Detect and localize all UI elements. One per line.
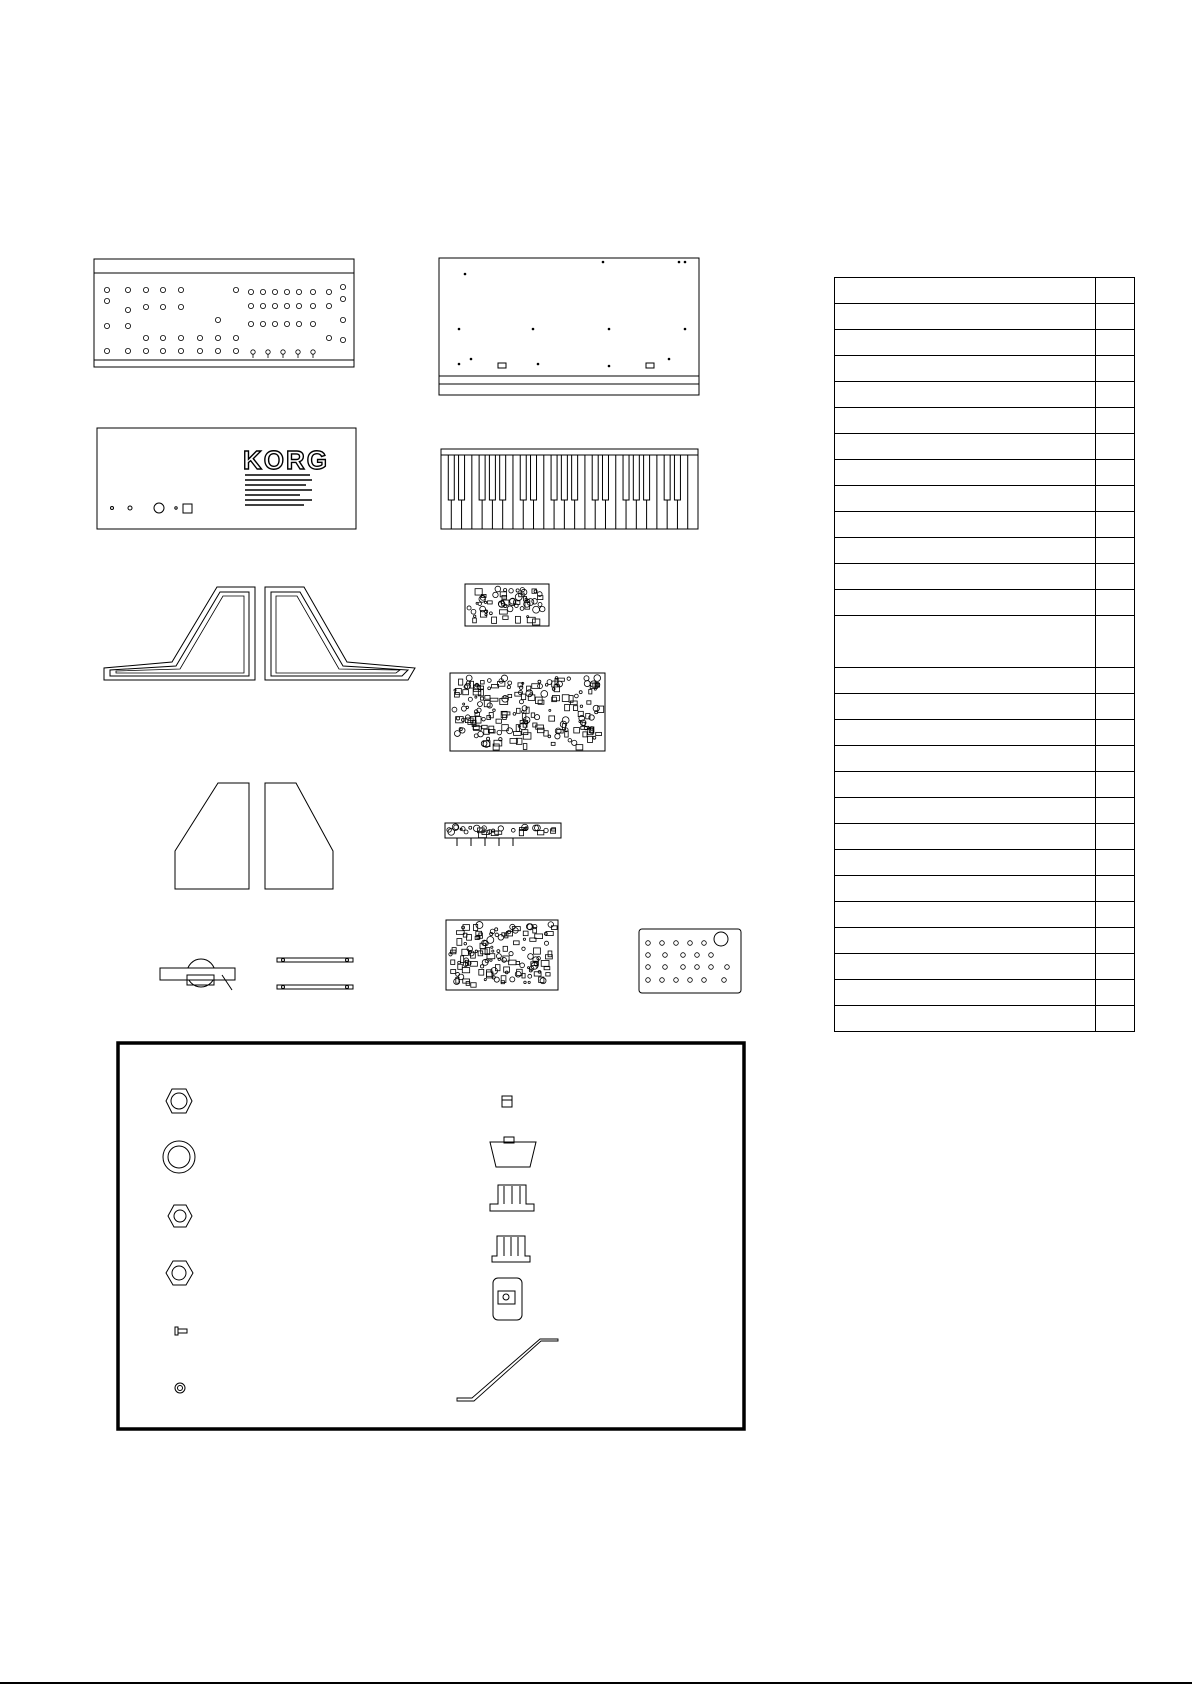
knob-board <box>446 920 558 990</box>
parts-table-qty-cell <box>1096 798 1135 824</box>
main-board <box>450 673 605 751</box>
parts-table-name-cell <box>835 408 1096 434</box>
screw <box>175 1327 187 1335</box>
hex-nut-large <box>166 1089 192 1113</box>
parts-table-row <box>835 928 1135 954</box>
parts-table-qty-cell <box>1096 980 1135 1006</box>
side-board-right <box>265 783 333 889</box>
keyboard <box>441 449 698 529</box>
parts-table-qty-cell <box>1096 668 1135 694</box>
parts-table-name-cell <box>835 798 1096 824</box>
parts-table-name-cell <box>835 668 1096 694</box>
parts-table-name-cell <box>835 720 1096 746</box>
parts-table-row <box>835 850 1135 876</box>
parts-table-name-cell <box>835 824 1096 850</box>
parts-table-qty-cell <box>1096 408 1135 434</box>
parts-table-row <box>835 668 1135 694</box>
parts-table-qty-cell <box>1096 356 1135 382</box>
parts-table-qty-cell <box>1096 954 1135 980</box>
parts-table-name-cell <box>835 876 1096 902</box>
parts-table-name-cell <box>835 512 1096 538</box>
parts-table-qty-cell <box>1096 590 1135 616</box>
brackets <box>277 958 353 989</box>
parts-table-qty-cell <box>1096 850 1135 876</box>
parts-list-table <box>834 277 1135 1032</box>
parts-table-row <box>835 876 1135 902</box>
wire-spring <box>457 1339 558 1401</box>
side-frame-right <box>265 587 415 680</box>
parts-table-row <box>835 980 1135 1006</box>
parts-table-row <box>835 902 1135 928</box>
parts-table-row <box>835 356 1135 382</box>
parts-table-name-cell <box>835 616 1096 668</box>
parts-table-name-cell <box>835 954 1096 980</box>
parts-table-row <box>835 720 1135 746</box>
parts-table-name-cell <box>835 850 1096 876</box>
parts-table-qty-cell <box>1096 434 1135 460</box>
parts-table-qty-cell <box>1096 382 1135 408</box>
parts-table-row <box>835 278 1135 304</box>
parts-table-row <box>835 824 1135 850</box>
parts-table-name-cell <box>835 486 1096 512</box>
parts-table-name-cell <box>835 746 1096 772</box>
korg-logo-text: KORG <box>243 445 329 475</box>
ring-washer <box>163 1141 195 1173</box>
parts-table-qty-cell <box>1096 460 1135 486</box>
parts-table-row <box>835 486 1135 512</box>
bottom-panel <box>439 258 699 395</box>
parts-table-row <box>835 694 1135 720</box>
parts-table-qty-cell <box>1096 538 1135 564</box>
parts-table-name-cell <box>835 304 1096 330</box>
parts-table-qty-cell <box>1096 694 1135 720</box>
parts-table-row <box>835 304 1135 330</box>
parts-table-name-cell <box>835 980 1096 1006</box>
parts-table-qty-cell <box>1096 746 1135 772</box>
rear-jack <box>154 503 164 513</box>
parts-table-row <box>835 564 1135 590</box>
parts-table-row <box>835 512 1135 538</box>
parts-table-name-cell <box>835 772 1096 798</box>
top-panel <box>94 259 354 367</box>
parts-table-name-cell <box>835 928 1096 954</box>
parts-table-name-cell <box>835 694 1096 720</box>
page-bottom-rule <box>0 1682 1192 1684</box>
parts-table-qty-cell <box>1096 720 1135 746</box>
parts-table-row <box>835 616 1135 668</box>
parts-table-row <box>835 408 1135 434</box>
parts-table-qty-cell <box>1096 876 1135 902</box>
rear-panel-label-block <box>245 475 312 505</box>
parts-table-name-cell <box>835 278 1096 304</box>
parts-table-qty-cell <box>1096 486 1135 512</box>
parts-table-qty-cell <box>1096 304 1135 330</box>
rear-panel <box>97 428 356 529</box>
panel-board <box>639 929 741 993</box>
small-parts-box <box>118 1043 744 1429</box>
parts-table-name-cell <box>835 538 1096 564</box>
washer <box>175 1383 185 1393</box>
hex-nut-small <box>166 1261 193 1285</box>
knob-cap <box>490 1137 536 1167</box>
rear-connector <box>183 504 192 513</box>
parts-table-qty-cell <box>1096 330 1135 356</box>
parts-table-qty-cell <box>1096 1006 1135 1032</box>
parts-table-name-cell <box>835 434 1096 460</box>
small-cap <box>502 1096 512 1107</box>
hex-nut-medium <box>168 1205 192 1227</box>
parts-table-qty-cell <box>1096 772 1135 798</box>
parts-table-row <box>835 382 1135 408</box>
pitch-wheel <box>160 959 235 990</box>
parts-table-name-cell <box>835 1006 1096 1032</box>
parts-table-qty-cell <box>1096 902 1135 928</box>
parts-table-row <box>835 954 1135 980</box>
parts-table-qty-cell <box>1096 278 1135 304</box>
korg-logo <box>243 445 329 475</box>
side-frame-left <box>104 587 255 680</box>
parts-table-name-cell <box>835 460 1096 486</box>
knob-small <box>492 1236 530 1262</box>
power-board <box>465 584 549 626</box>
parts-table-row <box>835 330 1135 356</box>
parts-table-row <box>835 772 1135 798</box>
parts-table-name-cell <box>835 356 1096 382</box>
parts-table-row <box>835 798 1135 824</box>
parts-table-name-cell <box>835 564 1096 590</box>
parts-table-name-cell <box>835 590 1096 616</box>
parts-table-row <box>835 1006 1135 1032</box>
parts-table-row <box>835 746 1135 772</box>
parts-table-row <box>835 434 1135 460</box>
parts-table-name-cell <box>835 330 1096 356</box>
slider-board <box>445 823 561 846</box>
parts-table-qty-cell <box>1096 824 1135 850</box>
parts-table-qty-cell <box>1096 512 1135 538</box>
parts-table-row <box>835 538 1135 564</box>
parts-table-qty-cell <box>1096 928 1135 954</box>
parts-table-qty-cell <box>1096 564 1135 590</box>
parts-table-name-cell <box>835 382 1096 408</box>
side-board-left <box>175 783 249 889</box>
slider-cap <box>493 1278 522 1320</box>
parts-table-row <box>835 590 1135 616</box>
parts-table-qty-cell <box>1096 616 1135 668</box>
parts-table-name-cell <box>835 902 1096 928</box>
parts-table-row <box>835 460 1135 486</box>
knob-large <box>490 1185 534 1211</box>
